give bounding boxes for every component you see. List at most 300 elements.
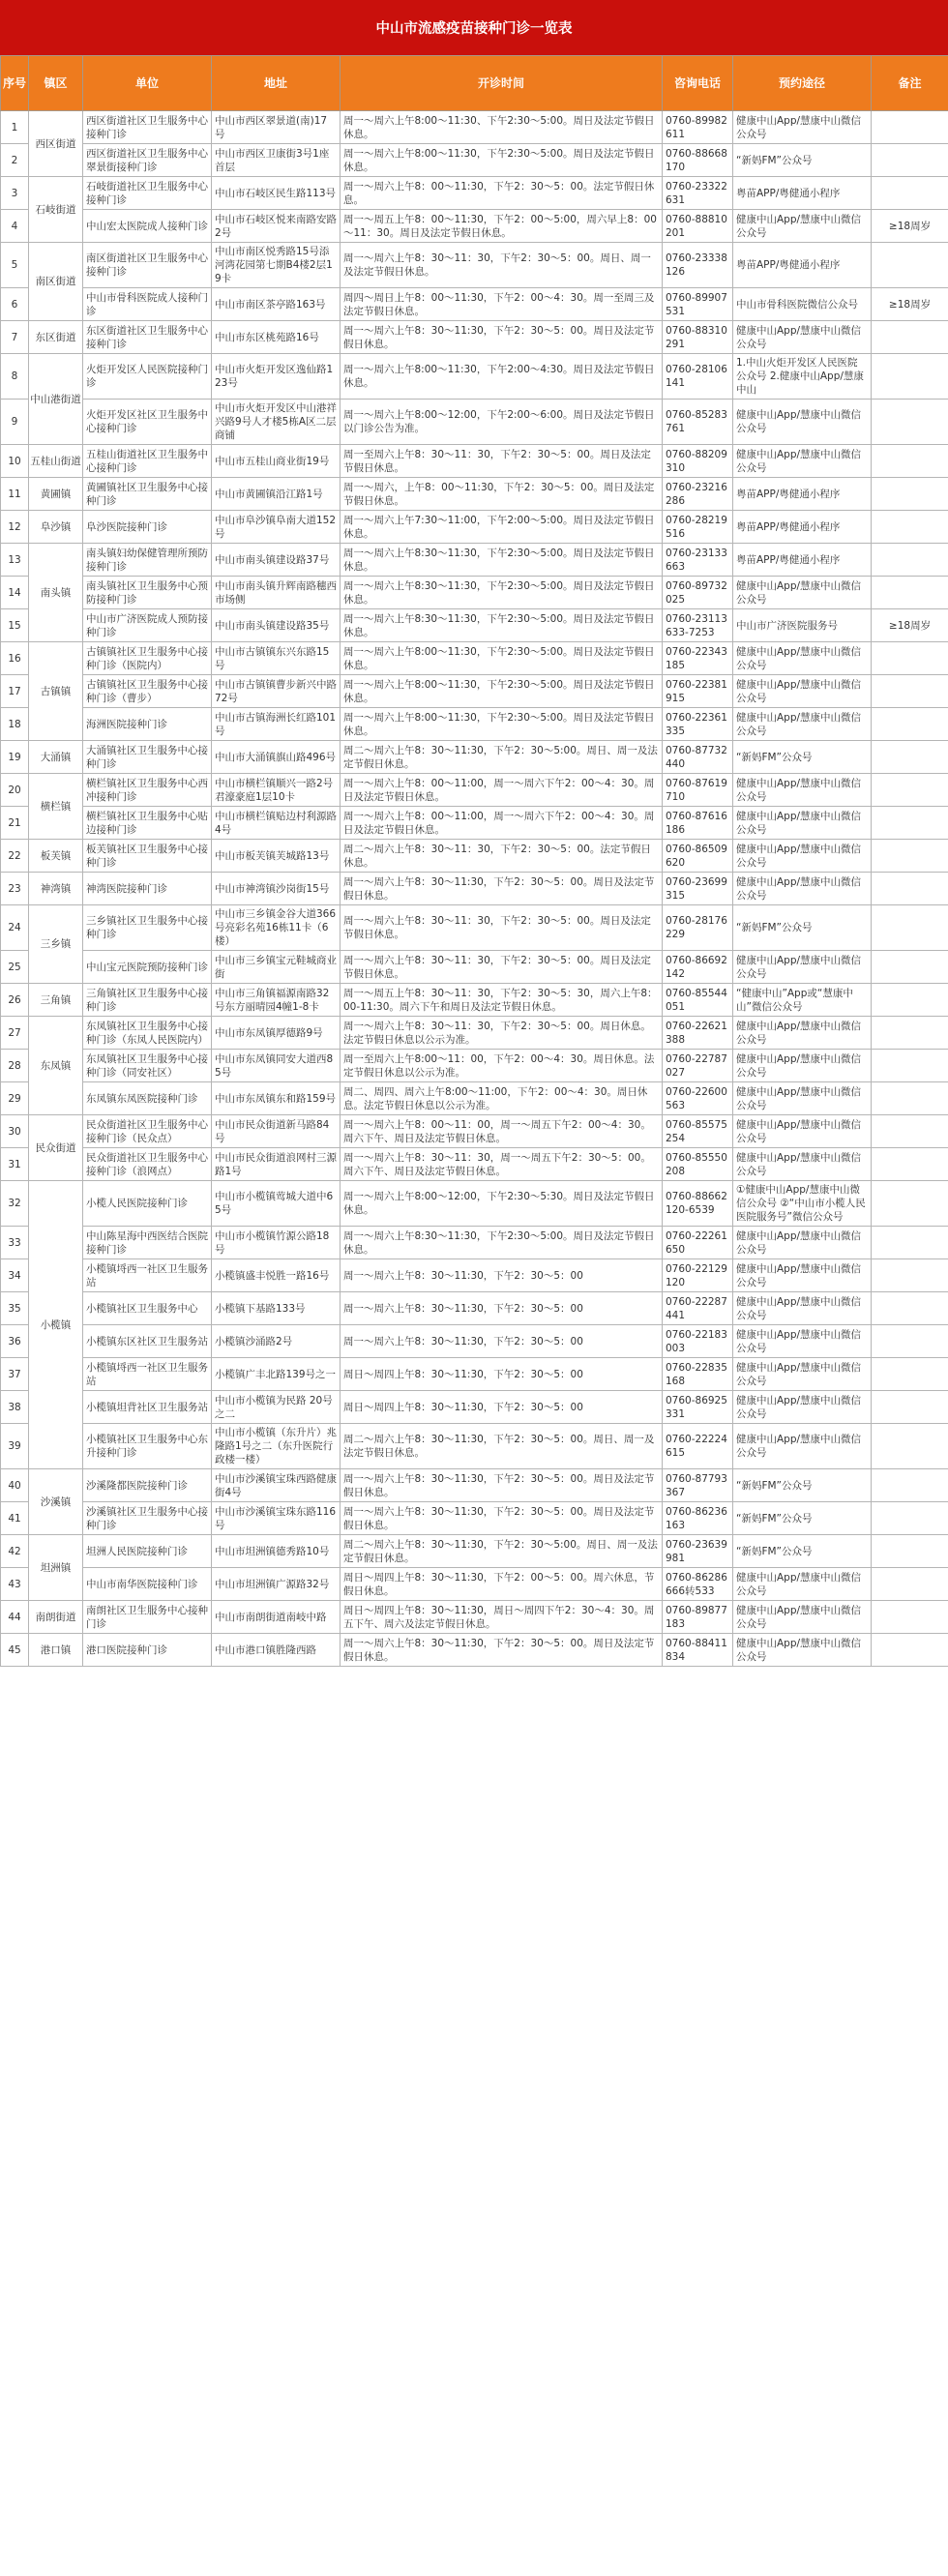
cell-town: 小榄镇 <box>29 1181 83 1469</box>
header-row <box>1 56 948 111</box>
cell-note <box>872 774 948 807</box>
cell-no: 5 <box>1 243 29 288</box>
table-row <box>1 642 948 675</box>
cell-hours: 周一～周六上午8：00～11:00，周一～周六下午2：00～4：30。周日及法定节假日休息。 <box>341 774 663 807</box>
cell-unit: 坦洲人民医院接种门诊 <box>83 1535 212 1568</box>
cell-booking: 健康中山App/慧康中山微信公众号 <box>733 1148 872 1181</box>
table-row <box>1 1391 948 1424</box>
cell-note <box>872 1148 948 1181</box>
cell-no: 18 <box>1 708 29 741</box>
cell-hours: 周一～周六上午8：30～11:30，下午2：30～5：00。周日及法定节假日休息。 <box>341 873 663 905</box>
cell-booking: 粤苗APP/粤健通小程序 <box>733 478 872 511</box>
cell-address: 中山市古镇镇曹步新兴中路72号 <box>212 675 341 708</box>
table-row <box>1 1469 948 1502</box>
cell-note <box>872 400 948 445</box>
cell-unit: 港口医院接种门诊 <box>83 1634 212 1667</box>
cell-no: 43 <box>1 1568 29 1601</box>
cell-no: 23 <box>1 873 29 905</box>
cell-unit: 小榄镇坦背社区卫生服务站 <box>83 1391 212 1424</box>
table-row <box>1 577 948 609</box>
cell-booking: 健康中山App/慧康中山微信公众号 <box>733 1050 872 1082</box>
cell-booking: 健康中山App/慧康中山微信公众号 <box>733 951 872 984</box>
cell-unit: 南朗社区卫生服务中心接种门诊 <box>83 1601 212 1634</box>
cell-hours: 周二～周六上午8：30～11：30，下午2：30～5：00。法定节假日休息。 <box>341 840 663 873</box>
cell-booking: 健康中山App/慧康中山微信公众号 <box>733 873 872 905</box>
cell-booking: “新妈FM”公众号 <box>733 741 872 774</box>
cell-phone: 0760-87793367 <box>663 1469 733 1502</box>
cell-unit: 小榄镇埒西一社区卫生服务站 <box>83 1259 212 1292</box>
cell-phone: 0760-86692142 <box>663 951 733 984</box>
cell-phone: 0760-28219516 <box>663 511 733 544</box>
cell-note <box>872 1227 948 1259</box>
cell-note <box>872 1358 948 1391</box>
cell-no: 36 <box>1 1325 29 1358</box>
cell-hours: 周一～周六上午8:30～11:30，下午2:30～5:00。周日及法定节假日休息。 <box>341 544 663 577</box>
table-row <box>1 1181 948 1227</box>
cell-hours: 周二～周六上午8：30～11:30，下午2：30～5:00。周日、周一及法定节假日休息。 <box>341 741 663 774</box>
cell-phone: 0760-22361335 <box>663 708 733 741</box>
cell-note <box>872 807 948 840</box>
table-row <box>1 478 948 511</box>
cell-hours: 周一～周六上午8:30～11:30，下午2:30～5:00。周日及法定节假日休息。 <box>341 1227 663 1259</box>
col-header-hours: 开诊时间 <box>341 56 663 111</box>
cell-hours: 周一～周六上午8：30～11：30，周一～周五下午2：30～5：00。周六下午、周日及法定节假日休息。 <box>341 1148 663 1181</box>
cell-note <box>872 905 948 951</box>
cell-address: 中山市阜沙镇阜南大道152号 <box>212 511 341 544</box>
cell-hours: 周一～周六上午8：30～11：30，下午2：30～5：00。周日及法定节假日休息。 <box>341 951 663 984</box>
cell-no: 37 <box>1 1358 29 1391</box>
cell-booking: 健康中山App/慧康中山微信公众号 <box>733 1601 872 1634</box>
cell-no: 22 <box>1 840 29 873</box>
col-header-phone: 咨询电话 <box>663 56 733 111</box>
cell-no: 16 <box>1 642 29 675</box>
cell-address: 中山市南头镇建设路35号 <box>212 609 341 642</box>
cell-unit: 东区街道社区卫生服务中心接种门诊 <box>83 321 212 354</box>
cell-hours: 周一～周五上午8：30～11：30，下午2：30～5：30，周六上午8：00-11:30。周六下午和周日及法定节假日休息。 <box>341 984 663 1017</box>
table-row <box>1 144 948 177</box>
cell-phone: 0760-22787027 <box>663 1050 733 1082</box>
table-row <box>1 1358 948 1391</box>
cell-unit: 民众街道社区卫生服务中心接种门诊（浪网点） <box>83 1148 212 1181</box>
cell-phone: 0760-23322631 <box>663 177 733 210</box>
cell-town: 横栏镇 <box>29 774 83 840</box>
cell-unit: 中山市骨科医院成人接种门诊 <box>83 288 212 321</box>
cell-note <box>872 1535 948 1568</box>
table-row <box>1 1634 948 1667</box>
cell-booking: 健康中山App/慧康中山微信公众号 <box>733 1115 872 1148</box>
cell-phone: 0760-28106141 <box>663 354 733 400</box>
cell-no: 41 <box>1 1502 29 1535</box>
cell-unit: 中山市南华医院接种门诊 <box>83 1568 212 1601</box>
cell-hours: 周一～周六上午8:00～11:30，下午2:30～5:00。周日及法定节假日休息。 <box>341 144 663 177</box>
cell-note <box>872 1424 948 1469</box>
cell-no: 35 <box>1 1292 29 1325</box>
cell-unit: 东凤镇东凤医院接种门诊 <box>83 1082 212 1115</box>
cell-hours: 周一～周六上午8：00～11:30，下午2：30～5：00。法定节假日休息。 <box>341 177 663 210</box>
cell-booking: 健康中山App/慧康中山微信公众号 <box>733 1568 872 1601</box>
cell-unit: 南头镇社区卫生服务中心预防接种门诊 <box>83 577 212 609</box>
cell-no: 31 <box>1 1148 29 1181</box>
cell-phone: 0760-22261650 <box>663 1227 733 1259</box>
cell-phone: 0760-22224615 <box>663 1424 733 1469</box>
cell-address: 小榄镇下基路133号 <box>212 1292 341 1325</box>
cell-hours: 周日～周四上午8：30～11:30，下午2：30～5：00 <box>341 1358 663 1391</box>
cell-hours: 周一～周六上午8:30～11:30，下午2:30～5:00。周日及法定节假日休息。 <box>341 577 663 609</box>
cell-unit: 沙溪镇社区卫生服务中心接种门诊 <box>83 1502 212 1535</box>
cell-unit: 大涌镇社区卫生服务中心接种门诊 <box>83 741 212 774</box>
cell-address: 中山市神湾镇沙岗街15号 <box>212 873 341 905</box>
cell-hours: 周二～周六上午8：30～11:30，下午2：30～5:00。周日、周一及法定节假日休息。 <box>341 1535 663 1568</box>
cell-phone: 0760-23699315 <box>663 873 733 905</box>
table-row <box>1 445 948 478</box>
cell-town: 坦洲镇 <box>29 1535 83 1601</box>
cell-booking: 健康中山App/慧康中山微信公众号 <box>733 1227 872 1259</box>
cell-phone: 0760-87619710 <box>663 774 733 807</box>
table-row <box>1 774 948 807</box>
cell-booking: 粤苗APP/粤健通小程序 <box>733 177 872 210</box>
cell-note <box>872 445 948 478</box>
clinic-table <box>0 55 948 1667</box>
cell-address: 中山市沙溪镇宝珠东路116号 <box>212 1502 341 1535</box>
table-row <box>1 354 948 400</box>
cell-unit: 东凤镇社区卫生服务中心接种门诊（同安社区） <box>83 1050 212 1082</box>
cell-note <box>872 144 948 177</box>
cell-phone: 0760-89907531 <box>663 288 733 321</box>
cell-unit: 火炬开发区社区卫生服务中心接种门诊 <box>83 400 212 445</box>
table-row <box>1 321 948 354</box>
cell-hours: 周一～周六上午8：30～11:30，下午2：30～5：00。周日及法定节假日休息。 <box>341 1634 663 1667</box>
cell-unit: 海洲医院接种门诊 <box>83 708 212 741</box>
table-row <box>1 1017 948 1050</box>
cell-note <box>872 243 948 288</box>
cell-phone: 0760-89982611 <box>663 111 733 144</box>
cell-note <box>872 873 948 905</box>
cell-booking: 粤苗APP/粤健通小程序 <box>733 243 872 288</box>
cell-address: 中山市小榄镇为民路 20号之二 <box>212 1391 341 1424</box>
cell-no: 11 <box>1 478 29 511</box>
cell-unit: 黄圃镇社区卫生服务中心接种门诊 <box>83 478 212 511</box>
cell-phone: 0760-89732025 <box>663 577 733 609</box>
cell-address: 中山市东凤镇厚德路9号 <box>212 1017 341 1050</box>
cell-no: 45 <box>1 1634 29 1667</box>
cell-address: 中山市南头镇升辉南路穗西市场侧 <box>212 577 341 609</box>
cell-no: 13 <box>1 544 29 577</box>
cell-unit: 西区街道社区卫生服务中心翠景街接种门诊 <box>83 144 212 177</box>
cell-town: 阜沙镇 <box>29 511 83 544</box>
cell-note: ≥18周岁 <box>872 609 948 642</box>
cell-phone: 0760-23113633-7253 <box>663 609 733 642</box>
cell-no: 44 <box>1 1601 29 1634</box>
cell-phone: 0760-88310291 <box>663 321 733 354</box>
cell-no: 25 <box>1 951 29 984</box>
cell-phone: 0760-22287441 <box>663 1292 733 1325</box>
cell-booking: 健康中山App/慧康中山微信公众号 <box>733 1391 872 1424</box>
cell-note <box>872 642 948 675</box>
cell-town: 黄圃镇 <box>29 478 83 511</box>
cell-note: ≥18周岁 <box>872 210 948 243</box>
cell-no: 14 <box>1 577 29 609</box>
cell-address: 中山市坦洲镇广源路32号 <box>212 1568 341 1601</box>
cell-address: 中山市石岐区民生路113号 <box>212 177 341 210</box>
cell-phone: 0760-23639981 <box>663 1535 733 1568</box>
table-row <box>1 708 948 741</box>
cell-hours: 周一～周六上午8：30～11:30，下午2：30～5：00 <box>341 1292 663 1325</box>
cell-no: 38 <box>1 1391 29 1424</box>
cell-unit: 古镇镇社区卫生服务中心接种门诊（曹步） <box>83 675 212 708</box>
cell-no: 34 <box>1 1259 29 1292</box>
cell-booking: 健康中山App/慧康中山微信公众号 <box>733 210 872 243</box>
cell-booking: “新妈FM”公众号 <box>733 1535 872 1568</box>
cell-no: 42 <box>1 1535 29 1568</box>
cell-no: 40 <box>1 1469 29 1502</box>
cell-booking: 健康中山App/慧康中山微信公众号 <box>733 1292 872 1325</box>
cell-booking: 健康中山App/慧康中山微信公众号 <box>733 1017 872 1050</box>
cell-booking: 健康中山App/慧康中山微信公众号 <box>733 642 872 675</box>
cell-phone: 0760-22600563 <box>663 1082 733 1115</box>
cell-unit: 三角镇社区卫生服务中心接种门诊 <box>83 984 212 1017</box>
cell-town: 板芙镇 <box>29 840 83 873</box>
cell-address: 小榄镇盛丰悦胜一路16号 <box>212 1259 341 1292</box>
table-row <box>1 951 948 984</box>
cell-hours: 周一～周六上午8：30～11:30，下午2：30～5：00。周日及法定节假日休息。 <box>341 321 663 354</box>
cell-note <box>872 177 948 210</box>
cell-address: 中山市民众街道浪网村三源路1号 <box>212 1148 341 1181</box>
cell-unit: 五桂山街道社区卫生服务中心接种门诊 <box>83 445 212 478</box>
cell-hours: 周一～周六上午8:00～11:30，下午2:30～5:00。周日及法定节假日休息。 <box>341 708 663 741</box>
table-row <box>1 1601 948 1634</box>
table-row <box>1 1424 948 1469</box>
cell-town: 南头镇 <box>29 544 83 642</box>
cell-address: 中山市横栏镇贴边村利源路4号 <box>212 807 341 840</box>
table-row <box>1 1292 948 1325</box>
cell-address: 中山市横栏镇顺兴一路2号君濠豪庭1层10卡 <box>212 774 341 807</box>
cell-phone: 0760-87616186 <box>663 807 733 840</box>
cell-phone: 0760-22381915 <box>663 675 733 708</box>
col-header-unit: 单位 <box>83 56 212 111</box>
cell-unit: 东凤镇社区卫生服务中心接种门诊（东凤人民医院内） <box>83 1017 212 1050</box>
cell-hours: 周一～周六上午8：00～11：00，周一～周五下午2：00～4：30。周六下午、周日及法定节假日休息。 <box>341 1115 663 1148</box>
cell-hours: 周一～周六上午8:00～12:00，下午2:30～5:30。周日及法定节假日休息。 <box>341 1181 663 1227</box>
cell-note <box>872 1634 948 1667</box>
cell-unit: 小榄镇东区社区卫生服务站 <box>83 1325 212 1358</box>
cell-unit: 西区街道社区卫生服务中心接种门诊 <box>83 111 212 144</box>
cell-note <box>872 984 948 1017</box>
table-row <box>1 288 948 321</box>
cell-booking: 健康中山App/慧康中山微信公众号 <box>733 840 872 873</box>
cell-address: 中山市三乡镇金谷大道366号亮彩名苑16栋11卡（6楼） <box>212 905 341 951</box>
cell-booking: 健康中山App/慧康中山微信公众号 <box>733 1259 872 1292</box>
cell-note <box>872 1050 948 1082</box>
table-row <box>1 511 948 544</box>
cell-phone: 0760-88411834 <box>663 1634 733 1667</box>
cell-phone: 0760-85575254 <box>663 1115 733 1148</box>
cell-booking: “新妈FM”公众号 <box>733 1469 872 1502</box>
table-row <box>1 544 948 577</box>
cell-no: 2 <box>1 144 29 177</box>
cell-town: 石岐街道 <box>29 177 83 243</box>
cell-address: 中山市港口镇胜隆西路 <box>212 1634 341 1667</box>
cell-hours: 周一～周六上午8：00～11:00，周一～周六下午2：00～4：30。周日及法定节假日休息。 <box>341 807 663 840</box>
cell-hours: 周一～周六上午8：30～11：30，下午2：30～5：00。周日、周一及法定节假日休息。 <box>341 243 663 288</box>
cell-note <box>872 708 948 741</box>
cell-address: 中山市东区桃苑路16号 <box>212 321 341 354</box>
cell-phone: 0760-89877183 <box>663 1601 733 1634</box>
col-header-booking: 预约途径 <box>733 56 872 111</box>
cell-hours: 周一～周六上午7:30～11:00，下午2:00～5:00。周日及法定节假日休息。 <box>341 511 663 544</box>
table-row <box>1 905 948 951</box>
cell-address: 中山市西区卫康街3号1座首层 <box>212 144 341 177</box>
cell-hours: 周一～周六上午8:30～11:30，下午2:30～5:00。周日及法定节假日休息。 <box>341 609 663 642</box>
cell-unit: 横栏镇社区卫生服务中心西冲接种门诊 <box>83 774 212 807</box>
cell-town: 西区街道 <box>29 111 83 177</box>
cell-unit: 神湾医院接种门诊 <box>83 873 212 905</box>
cell-unit: 中山陈星海中西医结合医院接种门诊 <box>83 1227 212 1259</box>
cell-hours: 周一～周六上午8：30～11:30，下午2：30～5：00 <box>341 1325 663 1358</box>
cell-address: 中山市板芙镇芙城路13号 <box>212 840 341 873</box>
table-row <box>1 984 948 1017</box>
cell-hours: 周日～周四上午8：30～11:30，周日～周四下午2：30～4：30。周五下午、周六及法定节假日休息。 <box>341 1601 663 1634</box>
table-row <box>1 873 948 905</box>
cell-booking: 粤苗APP/粤健通小程序 <box>733 511 872 544</box>
cell-note <box>872 1601 948 1634</box>
table-row <box>1 243 948 288</box>
cell-booking: 健康中山App/慧康中山微信公众号 <box>733 445 872 478</box>
cell-note <box>872 1568 948 1601</box>
cell-unit: 中山市广济医院成人预防接种门诊 <box>83 609 212 642</box>
cell-booking: 健康中山App/慧康中山微信公众号 <box>733 807 872 840</box>
cell-town: 沙溪镇 <box>29 1469 83 1535</box>
cell-hours: 周日～周四上午8：30～11:30，下午2：30～5：00 <box>341 1391 663 1424</box>
table-row <box>1 1050 948 1082</box>
cell-address: 中山市南头镇建设路37号 <box>212 544 341 577</box>
cell-no: 32 <box>1 1181 29 1227</box>
table-row <box>1 1568 948 1601</box>
table-row <box>1 1227 948 1259</box>
cell-unit: 古镇镇社区卫生服务中心接种门诊（医院内） <box>83 642 212 675</box>
cell-hours: 周一～周五上午8：00～11:30，下午2：00～5:00，周六早上8：00～11：30。周日及法定节假日休息。 <box>341 210 663 243</box>
cell-hours: 周一至周六上午8:00～11：00，下午2：00～4：30。周日休息。法定节假日休息以公示为准。 <box>341 1050 663 1082</box>
cell-phone: 0760-22621388 <box>663 1017 733 1050</box>
cell-address: 中山市古镇海洲长红路101号 <box>212 708 341 741</box>
cell-address: 中山市沙溪镇宝珠西路健康街4号 <box>212 1469 341 1502</box>
cell-unit: 中山宝元医院预防接种门诊 <box>83 951 212 984</box>
cell-phone: 0760-22183003 <box>663 1325 733 1358</box>
cell-booking: 健康中山App/慧康中山微信公众号 <box>733 1082 872 1115</box>
cell-address: 中山市大涌镇旗山路496号 <box>212 741 341 774</box>
cell-unit: 小榄人民医院接种门诊 <box>83 1181 212 1227</box>
cell-address: 中山市三乡镇宝元鞋城商业街 <box>212 951 341 984</box>
table-row <box>1 741 948 774</box>
cell-unit: 沙溪隆都医院接种门诊 <box>83 1469 212 1502</box>
cell-unit: 南区街道社区卫生服务中心接种门诊 <box>83 243 212 288</box>
cell-note <box>872 840 948 873</box>
cell-hours: 周一～周六上午8:00～11:30、下午2:30～5:00。周日及法定节假日休息。 <box>341 111 663 144</box>
cell-no: 20 <box>1 774 29 807</box>
cell-booking: 健康中山App/慧康中山微信公众号 <box>733 1424 872 1469</box>
cell-note <box>872 1391 948 1424</box>
cell-no: 24 <box>1 905 29 951</box>
cell-note <box>872 511 948 544</box>
cell-hours: 周一～周六上午8:00～11:30，下午2:30～5:00。周日及法定节假日休息。 <box>341 642 663 675</box>
cell-phone: 0760-22835168 <box>663 1358 733 1391</box>
cell-no: 26 <box>1 984 29 1017</box>
table-row <box>1 210 948 243</box>
cell-booking: 健康中山App/慧康中山微信公众号 <box>733 675 872 708</box>
cell-phone: 0760-23216286 <box>663 478 733 511</box>
cell-note <box>872 951 948 984</box>
cell-address: 中山市南朗街道南岐中路 <box>212 1601 341 1634</box>
cell-booking: “新妈FM”公众号 <box>733 1502 872 1535</box>
cell-booking: 健康中山App/慧康中山微信公众号 <box>733 1358 872 1391</box>
table-row <box>1 675 948 708</box>
col-header-town: 镇区 <box>29 56 83 111</box>
cell-town: 东凤镇 <box>29 1017 83 1115</box>
table-row <box>1 807 948 840</box>
cell-note <box>872 1115 948 1148</box>
cell-address: 中山市石岐区悦来南路安路2号 <box>212 210 341 243</box>
cell-no: 4 <box>1 210 29 243</box>
cell-no: 27 <box>1 1017 29 1050</box>
table-row <box>1 840 948 873</box>
cell-hours: 周一～周六上午8：30～11:30，下午2：30～5：00 <box>341 1259 663 1292</box>
table-body <box>1 111 948 1667</box>
table-row <box>1 177 948 210</box>
cell-address: 中山市火炬开发区中山港祥兴路9号人才楼5栋A区二层商铺 <box>212 400 341 445</box>
cell-town: 大涌镇 <box>29 741 83 774</box>
cell-unit: 小榄镇社区卫生服务中心 <box>83 1292 212 1325</box>
table-row <box>1 1535 948 1568</box>
cell-booking: 健康中山App/慧康中山微信公众号 <box>733 577 872 609</box>
table-title: 中山市流感疫苗接种门诊一览表 <box>0 0 948 55</box>
cell-no: 17 <box>1 675 29 708</box>
cell-phone: 0760-88662120-6539 <box>663 1181 733 1227</box>
cell-no: 7 <box>1 321 29 354</box>
table-row <box>1 1259 948 1292</box>
cell-address: 中山市南区悦秀路15号添河湾花园第七期B4楼2层19卡 <box>212 243 341 288</box>
cell-note <box>872 1181 948 1227</box>
cell-town: 五桂山街道 <box>29 445 83 478</box>
cell-note <box>872 1082 948 1115</box>
cell-booking: 健康中山App/慧康中山微信公众号 <box>733 708 872 741</box>
cell-address: 小榄镇广丰北路139号之一 <box>212 1358 341 1391</box>
cell-hours: 周日～周四上午8：30～11:30，下午2：00～5：00。周六休息，节假日休息。 <box>341 1568 663 1601</box>
cell-hours: 周一～周六上午8：30～11:30，下午2：30～5：00。周日及法定节假日休息。 <box>341 1502 663 1535</box>
cell-booking: ①健康中山App/慧康中山微信公众号 ②“中山市小榄人民医院服务号”微信公众号 <box>733 1181 872 1227</box>
cell-no: 15 <box>1 609 29 642</box>
cell-address: 中山市三角镇福源南路32号东方丽晴园4幢1-8卡 <box>212 984 341 1017</box>
cell-note <box>872 675 948 708</box>
cell-unit: 板芙镇社区卫生服务中心接种门诊 <box>83 840 212 873</box>
cell-hours: 周一至周六上午8：30～11：30，下午2：30～5：00。周日及法定节假日休息。 <box>341 445 663 478</box>
col-header-note: 备注 <box>872 56 948 111</box>
cell-hours: 周四～周日上午8：00～11:30，下午2：00～4：30。周一至周三及法定节假日休息。 <box>341 288 663 321</box>
cell-unit: 石岐街道社区卫生服务中心接种门诊 <box>83 177 212 210</box>
cell-hours: 周一～周六上午8:00～12:00，下午2:00～6:00。周日及法定节假日以门诊公告为准。 <box>341 400 663 445</box>
cell-town: 南区街道 <box>29 243 83 321</box>
cell-address: 中山市古镇镇东兴东路15号 <box>212 642 341 675</box>
cell-town: 古镇镇 <box>29 642 83 741</box>
table-row <box>1 609 948 642</box>
cell-booking: 健康中山App/慧康中山微信公众号 <box>733 774 872 807</box>
cell-note <box>872 577 948 609</box>
cell-hours: 周二～周六上午8：30～11:30，下午2：30～5：00。周日、周一及法定节假日休息。 <box>341 1424 663 1469</box>
cell-address: 中山市小榄镇（东升片）兆隆路1号之二（东升医院行政楼一楼） <box>212 1424 341 1469</box>
cell-phone: 0760-86509620 <box>663 840 733 873</box>
cell-no: 29 <box>1 1082 29 1115</box>
cell-hours: 周一～周六上午8:00～11:30，下午2:30～5:00。周日及法定节假日休息。 <box>341 675 663 708</box>
cell-unit: 民众街道社区卫生服务中心接种门诊（民众点） <box>83 1115 212 1148</box>
cell-phone: 0760-86286666转533 <box>663 1568 733 1601</box>
